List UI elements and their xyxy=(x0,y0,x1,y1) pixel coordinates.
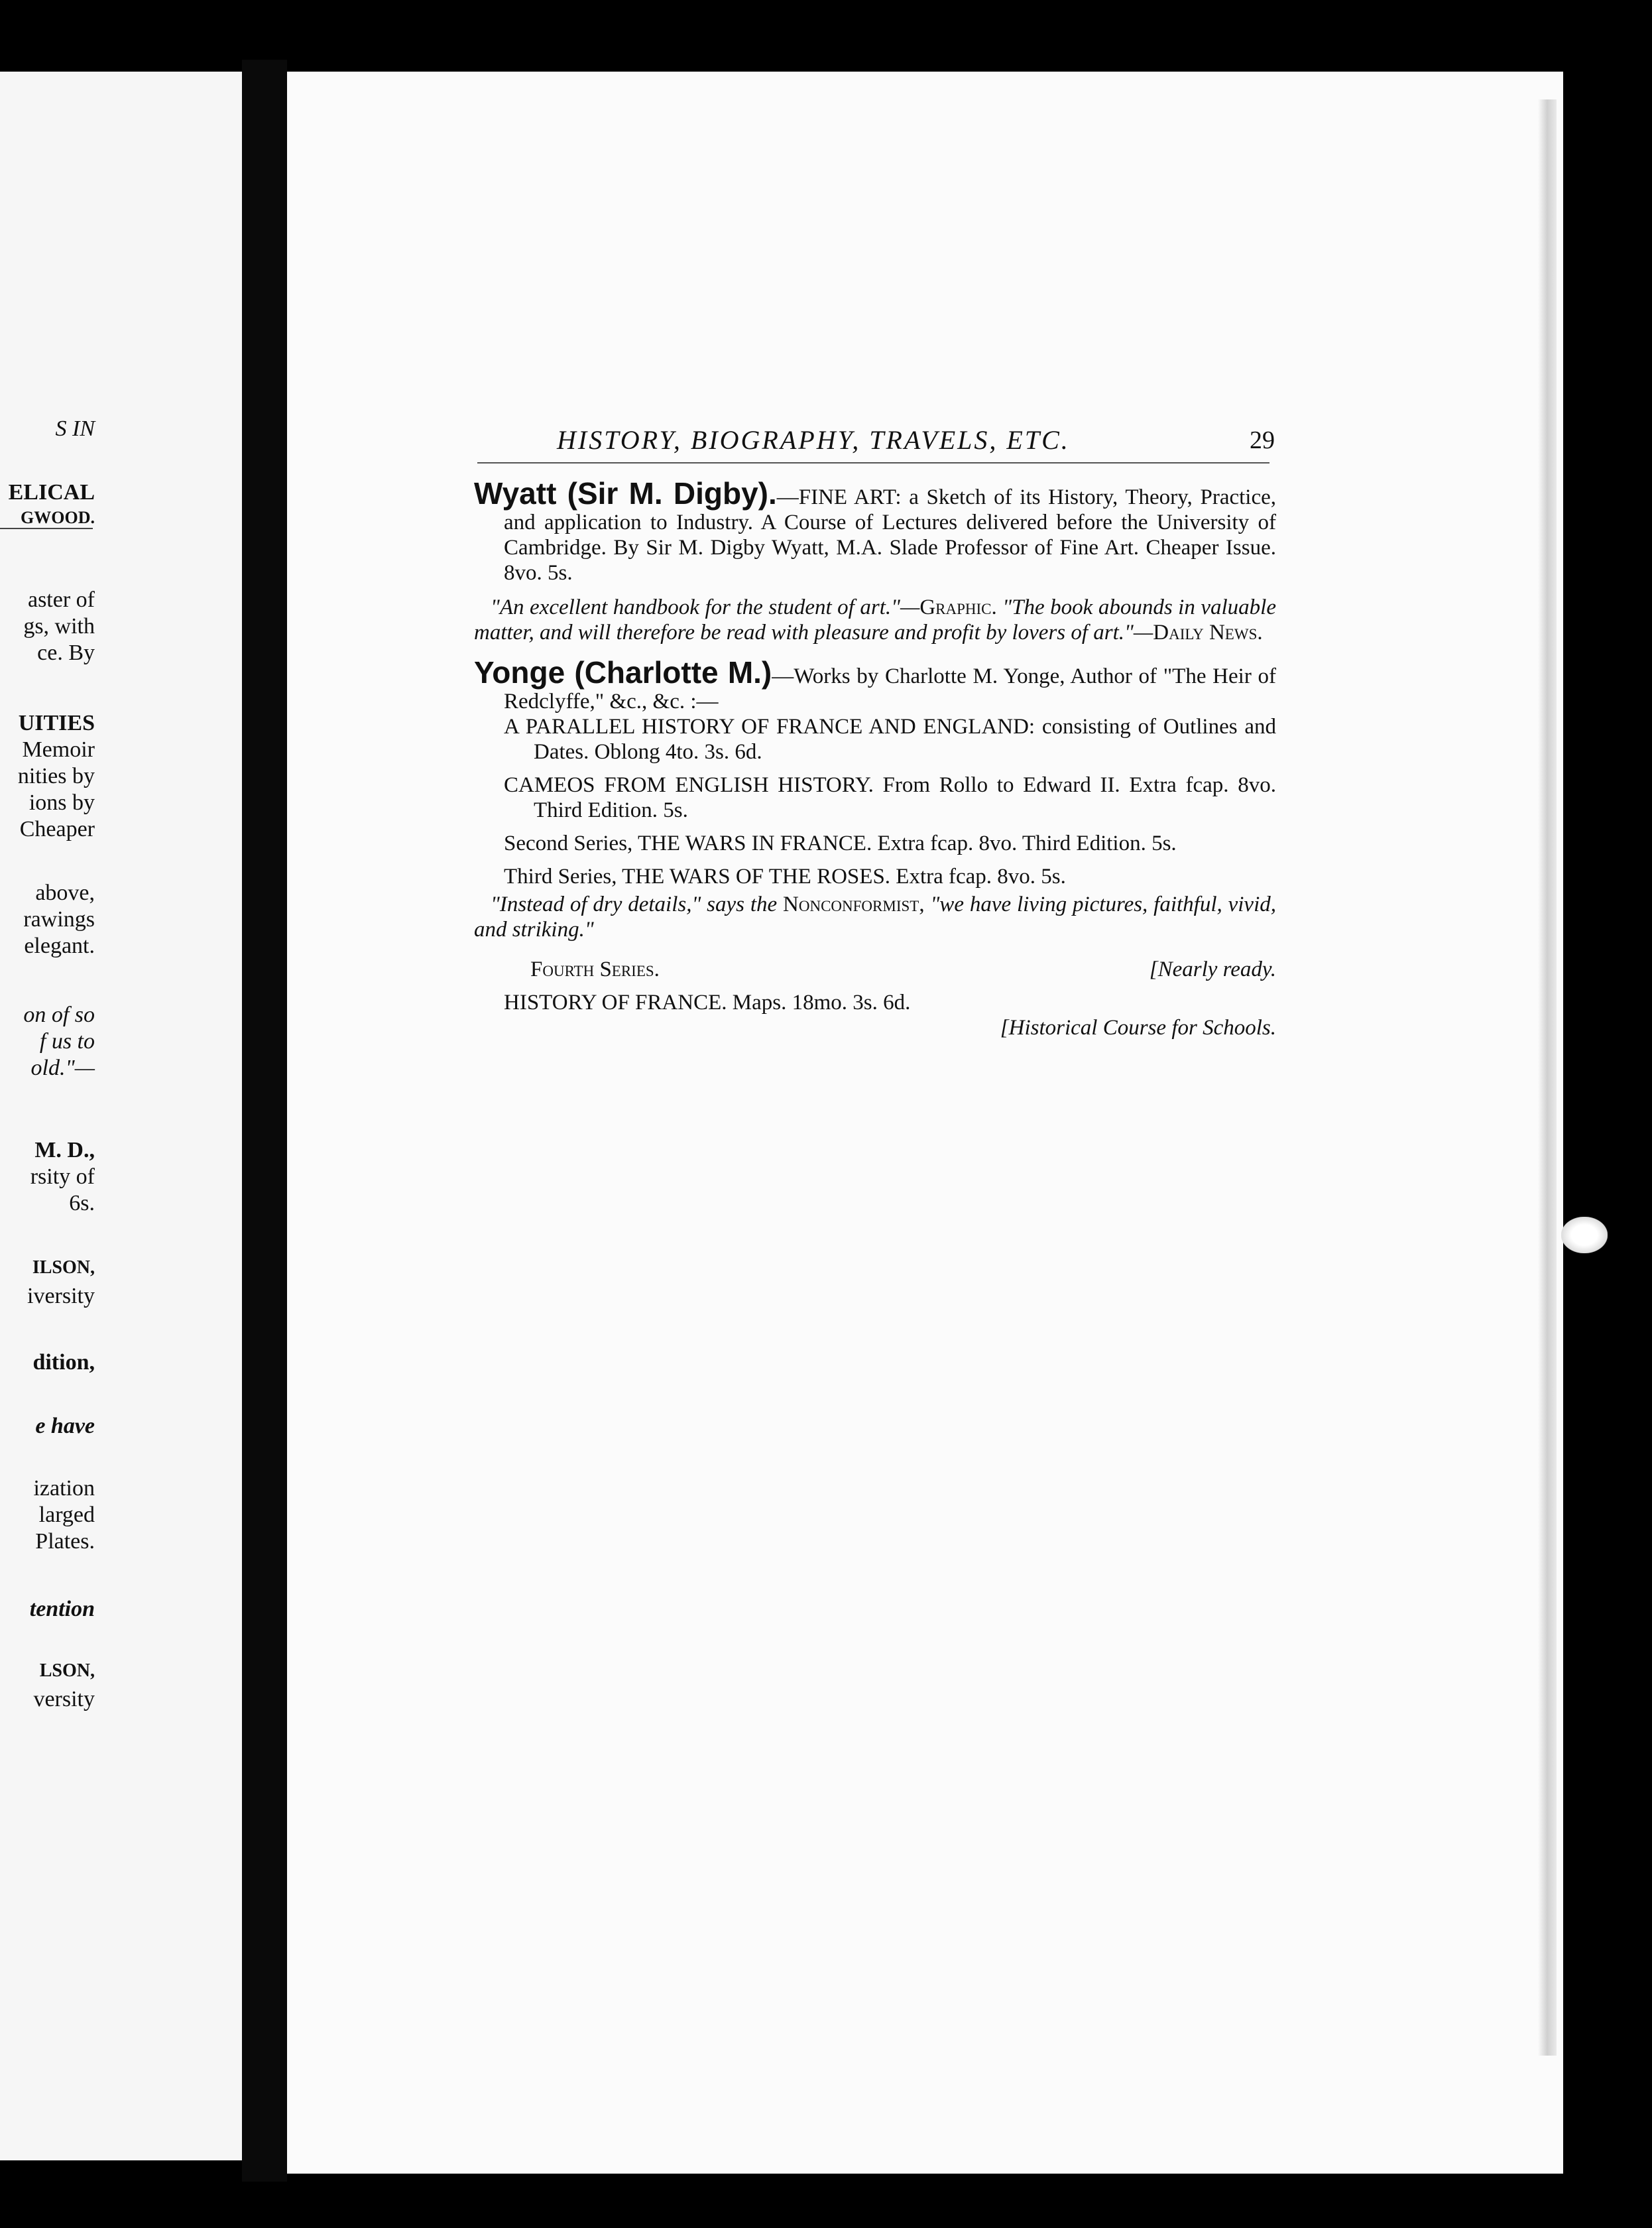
yonge-review xyxy=(474,892,1276,942)
left-text-line: rsity of xyxy=(30,1164,95,1189)
left-text-line: S IN xyxy=(55,416,95,441)
wyatt-quote-graphic: "An excellent handbook for the student of art."— xyxy=(491,595,920,619)
historical-course-note: [Historical Course for Schools. xyxy=(1000,1016,1276,1040)
left-text-line: tention xyxy=(29,1597,95,1621)
left-text-line: gs, with xyxy=(23,614,95,639)
left-text-line: iversity xyxy=(27,1284,95,1308)
parallel-history-item: A PARALLEL HISTORY OF FRANCE AND ENGLAND: consisting of Outlines and Dates. Oblong 4to. 3s. 6d. xyxy=(504,715,1276,764)
yonge-entry xyxy=(474,655,1277,714)
left-text-line: ce. By xyxy=(37,641,95,665)
left-text-line: UITIES xyxy=(18,711,95,735)
wyatt-quote-daily-news: "The book abounds in valuable matter, and will therefore be read with pleasure and profit by lovers of art."— xyxy=(474,595,1277,645)
header-rule xyxy=(477,462,1269,464)
left-text-line: f us to xyxy=(39,1029,95,1054)
page-content xyxy=(474,476,1277,1040)
left-text-line: above, xyxy=(35,881,95,905)
spacer xyxy=(474,942,1276,957)
third-series-item: Third Series, THE WARS OF THE ROSES. Extra fcap. 8vo. 5s. xyxy=(504,865,1066,889)
left-text-line: ization xyxy=(33,1476,95,1501)
left-text-line: e have xyxy=(35,1414,95,1438)
left-header-rule xyxy=(0,528,93,529)
left-text-line: on of so xyxy=(23,1003,95,1027)
cameos-item: CAMEOS FROM ENGLISH HISTORY. From Rollo to Edward II. Extra fcap. 8vo. Third Edition. 5s. xyxy=(504,773,1276,822)
fourth-series-row xyxy=(474,957,1276,982)
yonge-quote-part-2: "we have living pictures, faithful, vivid, and striking." xyxy=(474,893,1276,942)
left-text-line: Cheaper xyxy=(19,817,95,841)
yonge-heading: Yonge (Charlotte M.) xyxy=(474,655,772,690)
left-text-line: ELICAL xyxy=(8,480,95,505)
running-head: HISTORY, BIOGRAPHY, TRAVELS, ETC. xyxy=(557,425,1070,455)
spacer xyxy=(474,823,1276,831)
wyatt-reviews xyxy=(474,595,1276,645)
left-text-line: dition, xyxy=(32,1350,95,1375)
spacer xyxy=(474,856,1276,864)
fourth-series-item: Fourth Series. xyxy=(530,958,660,981)
left-text-line: 6s. xyxy=(69,1191,95,1215)
quote-source-daily-news: Daily News. xyxy=(1153,621,1263,645)
previous-page-fragment xyxy=(0,72,242,2160)
spacer xyxy=(474,982,1276,990)
page-number: 29 xyxy=(1250,426,1275,454)
quote-source-nonconformist: Nonconformist, xyxy=(783,893,925,916)
page-29 xyxy=(287,72,1563,2174)
second-series-item: Second Series, THE WARS IN FRANCE. Extra fcap. 8vo. Third Edition. 5s. xyxy=(504,832,1177,855)
history-of-france-item: HISTORY OF FRANCE. Maps. 18mo. 3s. 6d. xyxy=(504,991,911,1015)
left-text-line: Plates. xyxy=(35,1529,95,1554)
left-text-line: Memoir xyxy=(22,737,95,762)
left-text-line: ILSON, xyxy=(32,1257,95,1278)
left-text-line: GWOOD. xyxy=(21,508,95,527)
left-text-line: elegant. xyxy=(24,934,95,958)
left-text-line: versity xyxy=(33,1687,95,1711)
yonge-intro: —Works by Charlotte M. Yonge, Author of "The Heir of Redclyffe," &c., &c. :— xyxy=(504,664,1277,713)
wyatt-heading: Wyatt (Sir M. Digby). xyxy=(474,476,777,511)
yonge-quote-part-1: "Instead of dry details," says the xyxy=(491,893,784,916)
left-text-line: LSON, xyxy=(39,1660,95,1681)
left-text-line: aster of xyxy=(27,588,95,612)
spacer xyxy=(474,765,1276,773)
quote-source-graphic: Graphic. xyxy=(919,595,997,619)
left-text-line: nities by xyxy=(17,764,95,788)
left-text-line: ions by xyxy=(29,790,95,815)
left-text-line: old."— xyxy=(30,1056,95,1080)
page-edge-shadow xyxy=(1538,99,1557,2056)
left-text-line: rawings xyxy=(23,907,95,932)
paper-tear-mark xyxy=(1561,1217,1608,1253)
book-gutter xyxy=(242,60,287,2182)
left-text-line: larged xyxy=(38,1503,95,1527)
left-text-line: M. D., xyxy=(34,1138,95,1162)
nearly-ready-note: [Nearly ready. xyxy=(1149,958,1276,981)
wyatt-fine-art-title: —FINE ART: a Sketch of its History, Theory, Practice, and application to Industry. A Course of Lectures delivered before the University of Cambridge. By Sir M. Digby Wyatt, M.A. Slade Professor of Fine Art. Cheaper Issue. 8vo. 5s. xyxy=(504,485,1276,585)
wyatt-entry xyxy=(474,476,1276,586)
